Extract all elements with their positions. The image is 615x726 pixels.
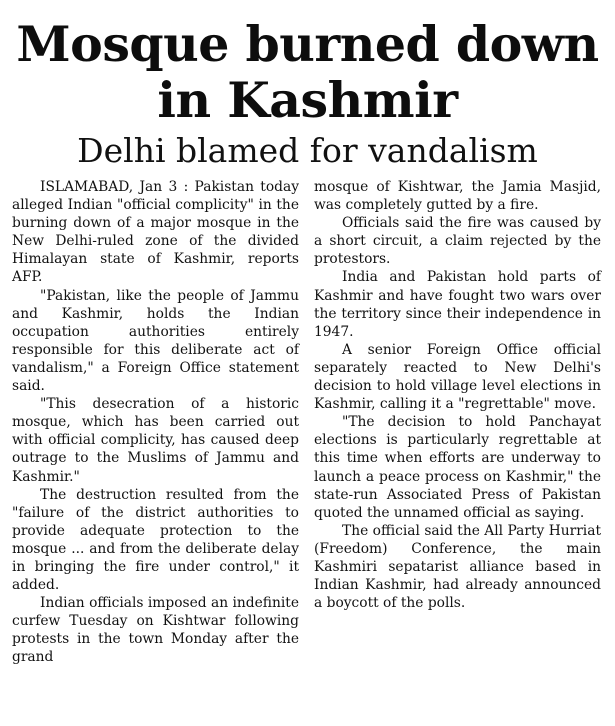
paragraph-continuation: mosque of Kishtwar, the Jamia Masjid, was completely gutted by a fire.: [314, 179, 601, 214]
paragraph: Officials said the fire was caused by a short circuit, a claim rejected by the protestors.: [314, 215, 601, 268]
article-column-right: [314, 178, 601, 612]
headline-line-2: in Kashmir: [157, 71, 458, 129]
paragraph: A senior Foreign Office official separately reacted to New Delhi's decision to hold village level elections in Kashmir, calling it a "regrettable" move.: [314, 341, 601, 413]
subheadline: Delhi blamed for vandalism: [77, 131, 538, 170]
paragraph: Indian officials imposed an indefinite curfew Tuesday on Kishtwar following protests in the town Monday after the grand: [12, 595, 299, 666]
paragraph: "The decision to hold Panchayat elections is particularly regrettable at this time when efforts are underway to launch a peace process on Kashmir," the state-run Associated Press of Pakistan quoted the unnamed official as saying.: [314, 414, 601, 521]
paragraph: "This desecration of a historic mosque, which has been carried out with official complicity, has caused deep outrage to the Muslims of Jammu and Kashmir.": [12, 396, 299, 485]
paragraph: India and Pakistan hold parts of Kashmir and have fought two wars over the territory since their independence in 1947.: [314, 269, 601, 340]
paragraph: The destruction resulted from the "failure of the district authorities to provide adequate protection to the mosque ... and from the deliberate delay in bringing the fire under control," it added.: [12, 486, 299, 594]
paragraph: "Pakistan, like the people of Jammu and Kashmir, holds the Indian occupation authorities entirely responsible for this deliberate act of vandalism," a Foreign Office statement said.: [12, 287, 299, 395]
paragraph: The official said the All Party Hurriat (Freedom) Conference, the main Kashmiri sepatarist alliance based in Indian Kashmir, had already announced a boycott of the polls.: [314, 522, 601, 612]
headline-line-1: Mosque burned down: [16, 15, 599, 73]
paragraph-dateline: ISLAMABAD, Jan 3 : Pakistan today alleged Indian "official complicity" in the burning down of a major mosque in the New Delhi-ruled zone of the divided Himalayan state of Kashmir, reports AFP.: [12, 179, 299, 286]
article-column-left: [12, 178, 299, 667]
